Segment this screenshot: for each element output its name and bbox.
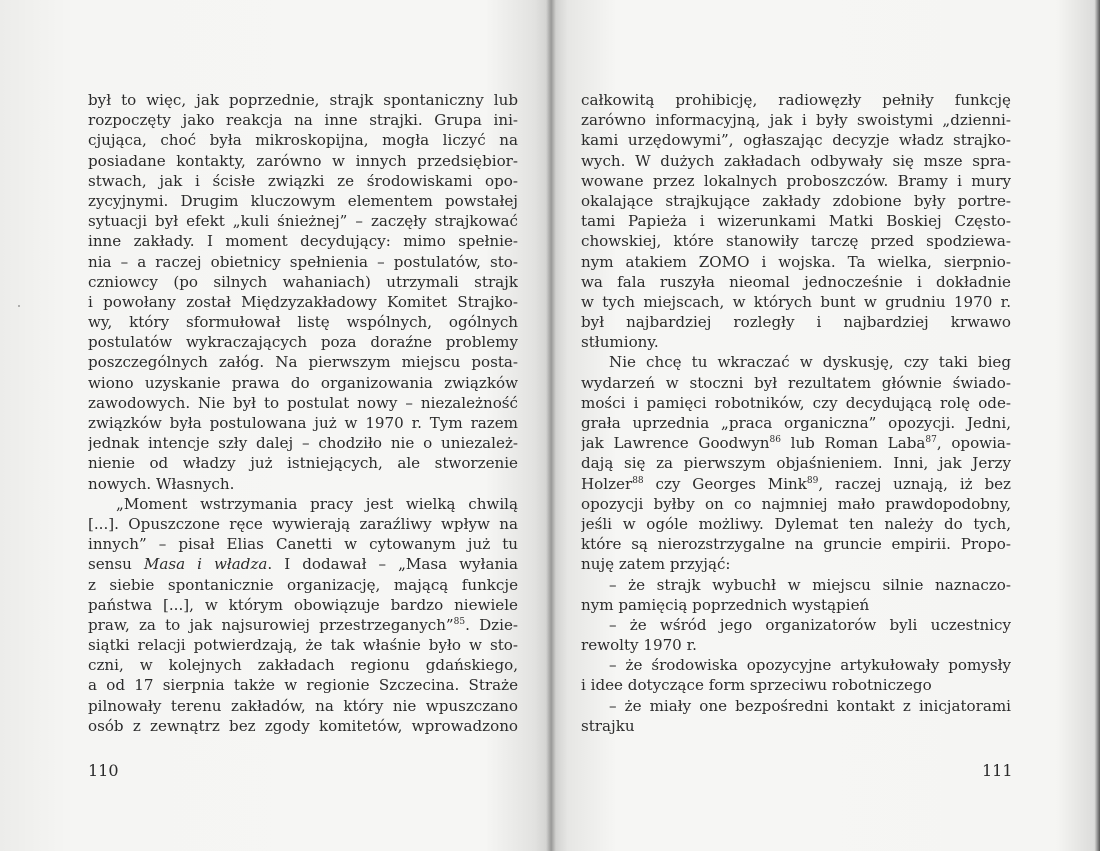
line-text: nym atakiem ZOMO i wojska. Ta wielka, sierpnio- [581, 252, 1011, 271]
line-text: w tych miejscach, w których bunt w grudniu 1970 r. [581, 292, 1011, 311]
text-line [88, 453, 518, 473]
line-text: nienie od władzy już istniejących, ale stworzenie [88, 454, 518, 473]
text-line [88, 534, 518, 554]
line-text: – że miały one bezpośredni kontakt z inicjatorami [609, 696, 1011, 715]
text-line [581, 615, 1011, 635]
line-text: był najbardziej rozległy i najbardziej krwawo [581, 313, 1011, 332]
text-line [88, 292, 518, 312]
text-line [581, 453, 1011, 473]
line-text: nowych. Własnych. [88, 474, 235, 493]
line-text: grała uprzednia „praca organiczna” opozycji. Jedni, [581, 414, 1011, 432]
line-text: . Dzie- [465, 615, 518, 634]
text-line [581, 151, 1011, 171]
line-text: dają się za pierwszym objaśnieniem. Inni, jak Jerzy [581, 454, 1011, 473]
line-text: Holzer [581, 474, 633, 493]
line-text: chowskiej, które stanowiły tarczę przed spodziewa- [581, 232, 1011, 251]
text-line [88, 211, 518, 231]
text-line [88, 151, 518, 171]
line-text: stwach, jak i ścisłe związki ze środowiskami opo- [88, 171, 518, 190]
text-line [88, 615, 518, 635]
text-line [581, 292, 1011, 312]
line-text: innych” – pisał Elias Canetti w cytowanym już tu [88, 535, 518, 554]
line-text: związków była postulowana już w 1970 r. Tym razem [88, 414, 518, 432]
text-line [88, 312, 518, 332]
text-line [88, 474, 518, 494]
text-line [581, 655, 1011, 675]
line-text: [...]. Opuszczone ręce wywierają zaraźliwy wpływ na [88, 514, 518, 533]
text-line [88, 494, 518, 514]
text-line [581, 211, 1011, 231]
line-text: z siebie spontanicznie organizację, mającą funkcje [88, 575, 518, 594]
line-text: pilnowały terenu zakładów, na który nie wpuszczano [88, 696, 518, 715]
text-line [88, 393, 518, 413]
text-line [581, 373, 1011, 393]
line-text: wych. W dużych zakładach odbywały się msze spra- [581, 151, 1011, 170]
text-line [88, 514, 518, 534]
line-text: stłumiony. [581, 333, 659, 352]
line-text: i idee dotyczące form sprzeciwu robotniczego [581, 676, 932, 695]
line-text: rozpoczęty jako reakcja na inne strajki. Grupa ini- [88, 111, 518, 130]
text-line [581, 171, 1011, 191]
text-line [581, 675, 1011, 695]
text-line [581, 494, 1011, 514]
text-line [88, 655, 518, 675]
text-line [581, 534, 1011, 554]
text-line [88, 90, 518, 110]
text-line [88, 696, 518, 716]
text-line [581, 716, 1011, 736]
line-text: nia – a raczej obietnicy spełnienia – postulatów, sto- [88, 252, 518, 271]
line-text: jak Lawrence Goodwyn [581, 434, 770, 453]
line-text: poszczególnych załóg. Na pierwszym miejscu posta- [88, 353, 518, 372]
line-text: Nie chcę tu wkraczać w dyskusję, czy taki bieg [609, 353, 1011, 372]
line-text: nym pamięcią poprzednich wystąpień [581, 595, 870, 614]
line-text: wowane przez lokalnych proboszczów. Bramy i mury [581, 171, 1011, 190]
line-text: sytuacji był efekt „kuli śnieżnej” – zaczęły strajkować [88, 212, 518, 231]
line-text: rewolty 1970 r. [581, 636, 697, 655]
line-text: praw, za to jak najsurowiej przestrzeganych” [88, 615, 454, 634]
line-text: okalające strajkujące zakłady zdobione były portre- [581, 191, 1011, 210]
text-line [581, 575, 1011, 595]
text-line [88, 373, 518, 393]
line-text: a od 17 sierpnia także w regionie Szczecina. Straże [88, 676, 518, 695]
line-text: i powołany został Międzyzakładowy Komitet Strajko- [88, 292, 518, 311]
text-line [88, 130, 518, 150]
line-text: kami urzędowymi”, ogłaszając decyzje władz strajko- [581, 131, 1011, 150]
line-text: jednak intencje szły dalej – chodziło nie o uniezależ- [88, 434, 518, 453]
line-text: zawodowych. Nie był to postulat nowy – niezależność [88, 393, 518, 412]
text-line [88, 191, 518, 211]
text-line [88, 332, 518, 352]
footnote-ref: 89 [806, 475, 819, 486]
text-line [581, 110, 1011, 130]
book-gutter [546, 0, 556, 851]
text-line [88, 716, 518, 736]
line-text: , raczej uznają, iż bez [818, 474, 1011, 493]
line-text: „Moment wstrzymania pracy jest wielką chwilą [116, 494, 518, 513]
text-line [581, 474, 1011, 494]
text-line [581, 352, 1011, 372]
book-title: Masa i władza [143, 555, 268, 574]
text-line [88, 352, 518, 372]
text-line [581, 332, 1011, 352]
line-text: zycyjnymi. Drugim kluczowym elementem powstałej [88, 191, 518, 210]
line-text: czniowcy (po silnych wahaniach) utrzymali strajk [88, 272, 518, 291]
text-line [581, 413, 1011, 433]
text-line [581, 595, 1011, 615]
line-text: czni, w kolejnych zakładach regionu gdańskiego, [88, 656, 518, 675]
line-text: siątki relacji potwierdzają, że tak właśnie było w sto- [88, 636, 518, 655]
line-text: – że wśród jego organizatorów byli uczestnicy [609, 615, 1011, 634]
text-line [88, 433, 518, 453]
text-line [581, 433, 1011, 453]
line-text: wiono uzyskanie prawa do organizowania związków [88, 373, 518, 392]
footnote-ref: 86 [769, 435, 781, 446]
line-text: postulatów wykraczających poza doraźne problemy [88, 333, 518, 352]
line-text: tami Papieża i wizerunkami Matki Boskiej Często- [581, 212, 1011, 231]
left-page-body [88, 90, 518, 736]
line-text: wy, który sformułował listę wspólnych, ogólnych [88, 313, 518, 332]
line-text: nuję zatem przyjąć: [581, 555, 731, 574]
text-line [88, 554, 518, 574]
text-line [88, 110, 518, 130]
line-text: inne zakłady. I moment decydujący: mimo spełnie- [88, 232, 518, 251]
text-line [581, 231, 1011, 251]
footnote-ref: 85 [453, 616, 466, 627]
text-line [581, 312, 1011, 332]
page-number-left: 110 [88, 761, 119, 780]
line-text: – że środowiska opozycyjne artykułowały pomysły [609, 656, 1011, 675]
right-page [551, 0, 1100, 851]
line-text: jeśli w ogóle możliwy. Dylemat ten należy do tych, [581, 514, 1011, 533]
text-line [581, 393, 1011, 413]
line-text: , opowia- [936, 434, 1011, 453]
line-text: sensu [88, 555, 144, 574]
line-text: cjująca, choć była mikroskopijna, mogła liczyć na [88, 131, 518, 150]
line-text: wa fala ruszyła nieomal jednocześnie i dokładnie [581, 272, 1011, 291]
footnote-ref: 88 [632, 475, 644, 486]
right-page-body [581, 90, 1011, 736]
text-line [581, 635, 1011, 655]
page-number-right: 111 [982, 761, 1013, 780]
line-text: czy Georges Mink [643, 474, 807, 493]
text-line [88, 252, 518, 272]
paper-speck [18, 305, 20, 307]
text-line [88, 595, 518, 615]
line-text: opozycji byłby on co najmniej mało prawdopodobny, [581, 494, 1011, 513]
line-text: całkowitą prohibicję, radiowęzły pełniły funkcję [581, 91, 1011, 109]
line-text: – że strajk wybuchł w miejscu silnie naznaczo- [609, 575, 1011, 594]
line-text: był to więc, jak poprzednie, strajk spontaniczny lub [88, 91, 518, 109]
text-line [88, 575, 518, 595]
line-text: strajku [581, 716, 635, 735]
line-text: które są nierozstrzygalne na gruncie empirii. Propo- [581, 535, 1011, 554]
text-line [88, 272, 518, 292]
text-line [581, 191, 1011, 211]
text-line [581, 696, 1011, 716]
text-line [88, 231, 518, 251]
line-text: osób z zewnątrz bez zgody komitetów, wprowadzono [88, 716, 518, 735]
line-text: zarówno informacyjną, jak i były swoistymi „dzienni- [581, 111, 1011, 130]
line-text: wydarzeń w stoczni był rezultatem głównie świado- [581, 373, 1011, 392]
line-text: państwa [...], w którym obowiązuje bardzo niewiele [88, 595, 518, 614]
line-text: lub Roman Laba [780, 434, 926, 453]
text-line [581, 514, 1011, 534]
text-line [88, 413, 518, 433]
text-line [581, 90, 1011, 110]
line-text: posiadane kontakty, zarówno w innych przedsiębior- [88, 151, 518, 170]
text-line [581, 130, 1011, 150]
line-text: . I dodawał – „Masa wyłania [267, 555, 518, 574]
text-line [88, 171, 518, 191]
line-text: mości i pamięci robotników, czy decydującą rolę ode- [581, 393, 1011, 412]
text-line [581, 554, 1011, 574]
footnote-ref: 87 [925, 435, 937, 446]
text-line [581, 272, 1011, 292]
text-line [88, 675, 518, 695]
text-line [88, 635, 518, 655]
text-line [581, 252, 1011, 272]
